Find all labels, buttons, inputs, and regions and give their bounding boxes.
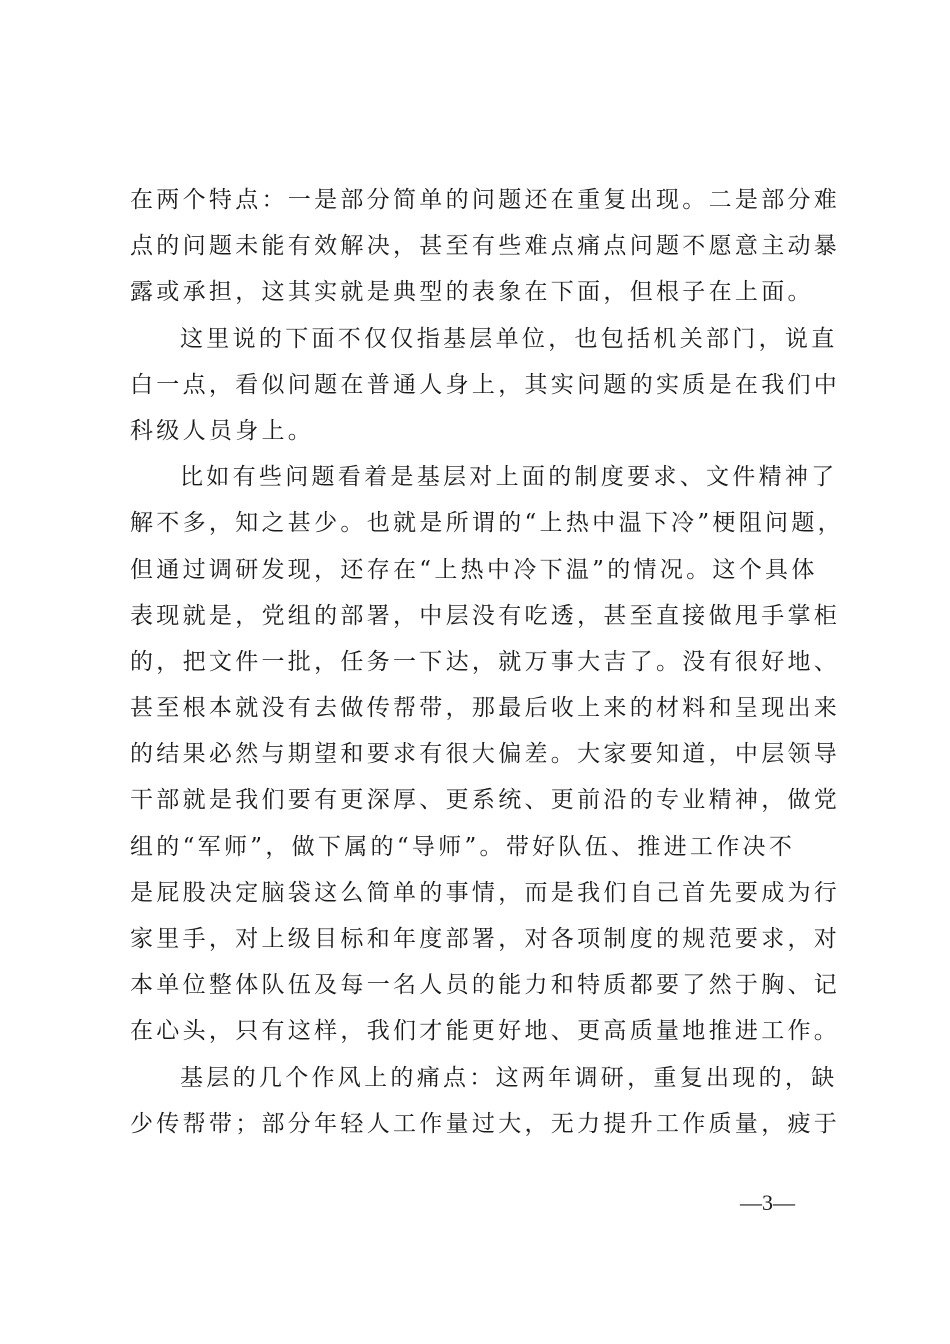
text-line: 比如有些问题看着是基层对上面的制度要求、文件精神了 — [180, 464, 838, 491]
paragraph — [130, 454, 844, 1054]
text-line: 的，把文件一批，任务一下达，就万事大吉了。没有很好地、 — [130, 648, 841, 675]
text-line: 解不多，知之甚少。也就是所谓的“上热中温下冷”梗阻问题， — [130, 510, 844, 537]
text-line: 基层的几个作风上的痛点：这两年调研，重复出现的，缺 — [180, 1064, 838, 1091]
text-line: 但通过调研发现，还存在“上热中冷下温”的情况。这个具体 — [130, 556, 818, 583]
text-line: 在两个特点：一是部分简单的问题还在重复出现。二是部分难 — [130, 187, 841, 213]
text-line: 的结果必然与期望和要求有很大偏差。大家要知道，中层领导 — [130, 741, 841, 768]
text-line: 组的“军师”，做下属的“导师”。带好队伍、推进工作决不 — [130, 833, 796, 860]
text-line: 表现就是，党组的部署，中层没有吃透，甚至直接做甩手掌柜 — [130, 602, 841, 629]
text-line: 点的问题未能有效解决，甚至有些难点痛点问题不愿意主动暴 — [130, 233, 841, 260]
text-line: 这里说的下面不仅仅指基层单位，也包括机关部门，说直 — [180, 325, 838, 352]
text-line: 干部就是我们要有更深厚、更系统、更前沿的专业精神，做党 — [130, 787, 841, 814]
text-line: 科级人员身上。 — [130, 417, 315, 444]
text-line: 在心头，只有这样，我们才能更好地、更高质量地推进工作。 — [130, 1018, 841, 1045]
page-number: —3— — [740, 1190, 795, 1215]
text-line: 露或承担，这其实就是典型的表象在下面，但根子在上面。 — [130, 279, 814, 306]
document-body — [130, 177, 844, 1147]
paragraph — [130, 1055, 841, 1147]
text-line: 是屁股决定脑袋这么简单的事情，而是我们自己首先要成为行 — [130, 879, 841, 906]
text-line: 少传帮带；部分年轻人工作量过大，无力提升工作质量，疲于 — [130, 1110, 841, 1137]
text-line: 白一点，看似问题在普通人身上，其实问题的实质是在我们中 — [130, 371, 841, 398]
paragraph — [130, 316, 841, 455]
text-line: 家里手，对上级目标和年度部署，对各项制度的规范要求，对 — [130, 926, 841, 952]
paragraph — [130, 177, 841, 316]
text-line: 甚至根本就没有去做传帮带，那最后收上来的材料和呈现出来 — [130, 695, 841, 722]
text-line: 本单位整体队伍及每一名人员的能力和特质都要了然于胸、记 — [130, 972, 841, 999]
